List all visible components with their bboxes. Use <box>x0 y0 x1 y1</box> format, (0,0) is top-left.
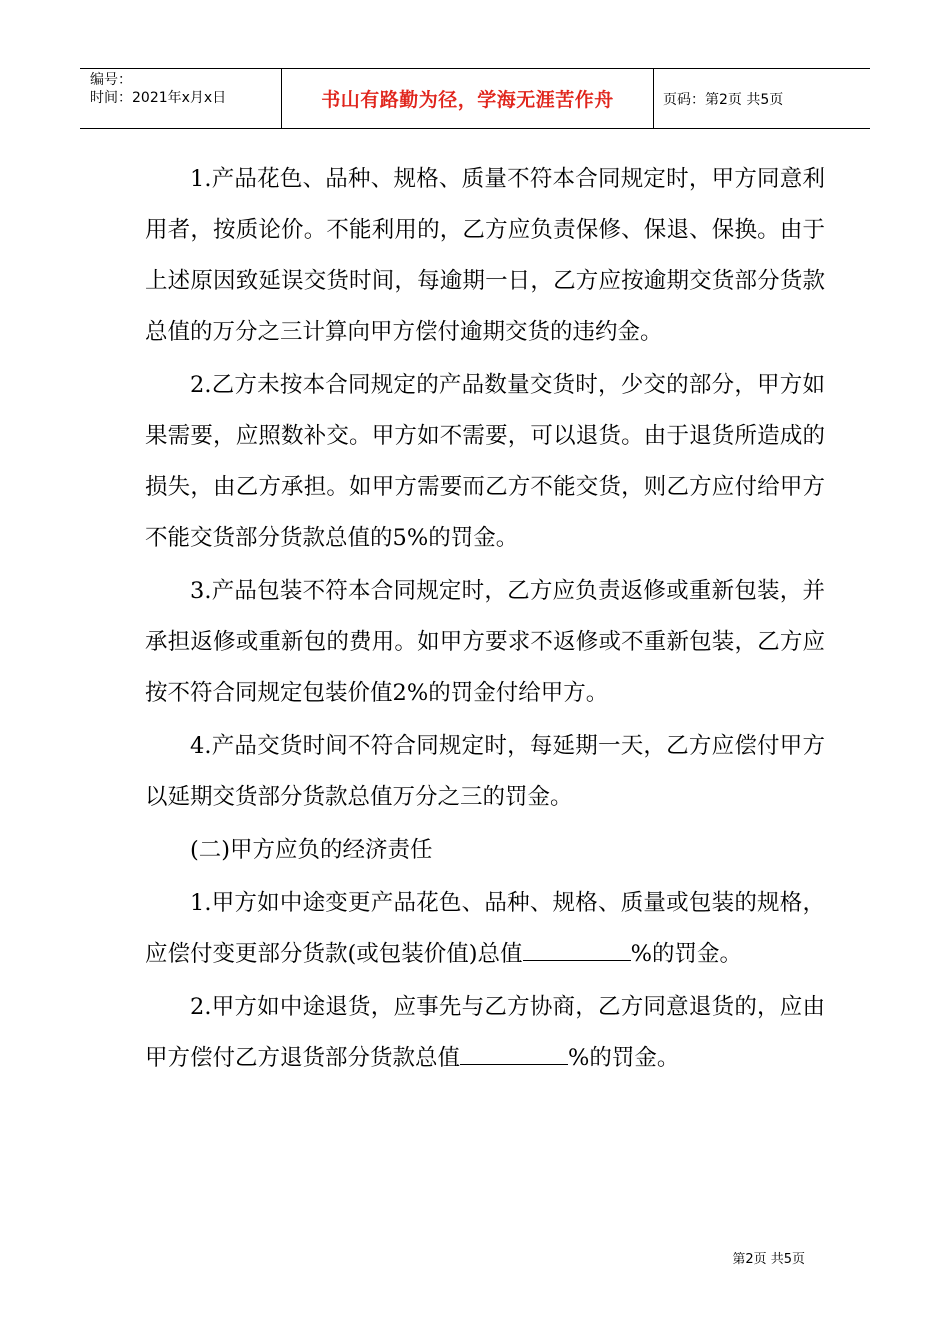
document-number: 编号： <box>90 72 132 88</box>
paragraph-2: 2.乙方未按本合同规定的产品数量交货时，少交的部分，甲方如果需要，应照数补交。甲方如不需要，可以退货。由于退货所造成的损失，由乙方承担。如甲方需要而乙方不能交货，则乙方应付给甲方不能交货部分货款总值的5%的罚金。 <box>145 372 825 551</box>
paragraph-7-suffix: %的罚金。 <box>568 1045 680 1071</box>
fill-in-blank[interactable] <box>523 940 631 961</box>
header-motto: 书山有路勤为径，学海无涯苦作舟 <box>282 69 654 128</box>
paragraph-6 <box>145 878 825 980</box>
paragraph-6-text: 1.甲方如中途变更产品花色、品种、规格、质量或包装的规格，应偿付变更部分货款(或包装价值)总值 <box>145 890 825 967</box>
header-page-number: 页码：第2页 共5页 <box>663 91 784 108</box>
document-date: 时间：2021年x月x日 <box>90 90 227 106</box>
paragraph-4: 4.产品交货时间不符合同规定时，每延期一天，乙方应偿付甲方以延期交货部分货款总值万分之三的罚金。 <box>145 733 825 810</box>
fill-in-blank[interactable] <box>460 1044 568 1065</box>
paragraph-6-suffix: %的罚金。 <box>630 941 742 967</box>
paragraph-1: 1.产品花色、品种、规格、质量不符本合同规定时，甲方同意利用者，按质论价。不能利用的，乙方应负责保修、保退、保换。由于上述原因致延误交货时间，每逾期一日，乙方应按逾期交货部分货款总值的万分之三计算向甲方偿付逾期交货的违约金。 <box>145 166 825 345</box>
header-meta <box>80 69 282 128</box>
paragraph-3: 3.产品包装不符本合同规定时，乙方应负责返修或重新包装，并承担返修或重新包的费用。如甲方要求不返修或不重新包装，乙方应按不符合同规定包装价值2%的罚金付给甲方。 <box>145 578 825 706</box>
paragraph-7-text: 2.甲方如中途退货，应事先与乙方协商，乙方同意退货的，应由甲方偿付乙方退货部分货款总值 <box>145 994 825 1071</box>
section-heading: (二)甲方应负的经济责任 <box>190 837 433 863</box>
header-table <box>80 68 870 129</box>
document-body <box>145 154 825 1084</box>
paragraph-7 <box>145 982 825 1084</box>
footer-page-number: 第2页 共5页 <box>732 1252 805 1267</box>
